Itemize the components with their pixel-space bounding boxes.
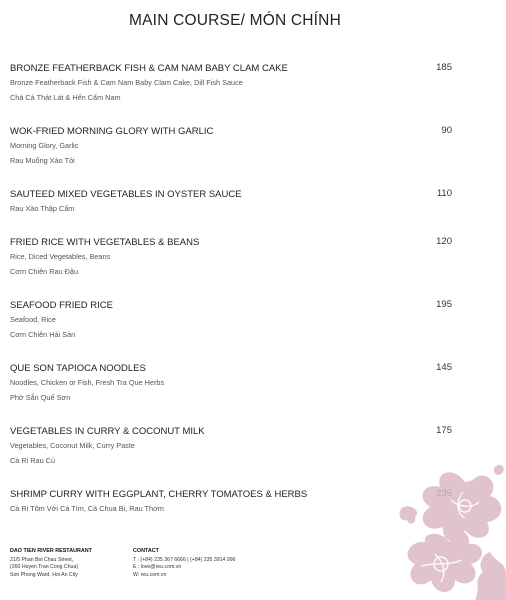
menu-item-vietnamese-name: Cơm Chiên Rau Đậu — [10, 267, 79, 276]
menu-item-price: 145 — [436, 362, 452, 373]
menu-item-description: Bronze Featherback Fish & Cam Nam Baby Clam Cake, Dill Fish Sauce — [10, 78, 243, 87]
menu-item-description: Noodles, Chicken or Fish, Fresh Tra Que Herbs — [10, 378, 165, 387]
floral-ornament-icon — [395, 462, 506, 600]
menu-item — [10, 362, 455, 425]
menu-item — [10, 425, 455, 488]
contact-website: W: reu.com.vn — [133, 571, 167, 578]
restaurant-address-block — [10, 548, 92, 579]
menu-item — [10, 62, 455, 125]
menu-list — [10, 62, 455, 528]
address-line: 21/5 Phan Boi Chau Street, — [10, 556, 74, 563]
menu-item — [10, 236, 455, 299]
menu-item-price: 110 — [436, 188, 452, 199]
menu-item-name: FRIED RICE WITH VEGETABLES & BEANS — [10, 237, 200, 248]
menu-item-vietnamese-name: Rau Muống Xào Tỏi — [10, 156, 75, 165]
address-line: Son Phong Ward, Hoi An City — [10, 571, 78, 578]
menu-item — [10, 125, 455, 188]
menu-item-vietnamese-name: Cà Ri Rau Củ — [10, 456, 56, 465]
contact-block — [133, 548, 236, 579]
contact-heading: CONTACT — [133, 548, 159, 554]
menu-item-vietnamese-name: Cà Ri Tôm Với Cà Tím, Cà Chua Bi, Rau Thơm — [10, 504, 164, 513]
menu-item-price: 185 — [436, 62, 452, 73]
menu-item-vietnamese-name: Phở Sắn Quế Sơn — [10, 393, 71, 402]
contact-phone: T : (+84) 235 367 6666 | (+84) 235 3914 996 — [133, 556, 236, 563]
menu-item-name: QUE SON TAPIOCA NOODLES — [10, 363, 146, 374]
menu-item — [10, 299, 455, 362]
menu-item-vietnamese-name: Cơm Chiên Hải Sản — [10, 330, 76, 339]
menu-item-description: Vegetables, Coconut Milk, Curry Paste — [10, 441, 135, 450]
menu-item-name: BRONZE FEATHERBACK FISH & CAM NAM BABY CLAM CAKE — [10, 63, 288, 74]
menu-item-price: 120 — [436, 236, 452, 247]
menu-item-vietnamese-name: Chả Cá Thát Lát & Hến Cẩm Nam — [10, 93, 121, 102]
menu-item-name: VEGETABLES IN CURRY & COCONUT MILK — [10, 426, 205, 437]
restaurant-name: DAO TIEN RIVER RESTAURANT — [10, 548, 92, 554]
menu-item-price: 90 — [441, 125, 452, 136]
menu-item-description: Seafood, Rice — [10, 315, 56, 324]
contact-email: E : love@reu.com.vn — [133, 564, 182, 571]
menu-item-name: SAUTEED MIXED VEGETABLES IN OYSTER SAUCE — [10, 189, 242, 200]
address-line: (260 Huyen Tran Cong Chua) — [10, 564, 79, 571]
menu-item — [10, 488, 455, 528]
menu-item — [10, 188, 455, 236]
menu-item-name: WOK-FRIED MORNING GLORY WITH GARLIC — [10, 126, 214, 137]
page-title: MAIN COURSE/ MÓN CHÍNH — [129, 12, 341, 29]
menu-item-price: 195 — [436, 299, 452, 310]
menu-item-price: 175 — [436, 425, 452, 436]
menu-item-description: Rice, Diced Vegetables, Beans — [10, 252, 111, 261]
menu-item-name: SHRIMP CURRY WITH EGGPLANT, CHERRY TOMATOES & HERBS — [10, 489, 308, 500]
menu-item-description: Morning Glory, Garlic — [10, 141, 79, 150]
menu-item-vietnamese-name: Rau Xào Thập Cẩm — [10, 204, 75, 213]
menu-item-name: SEAFOOD FRIED RICE — [10, 300, 113, 311]
